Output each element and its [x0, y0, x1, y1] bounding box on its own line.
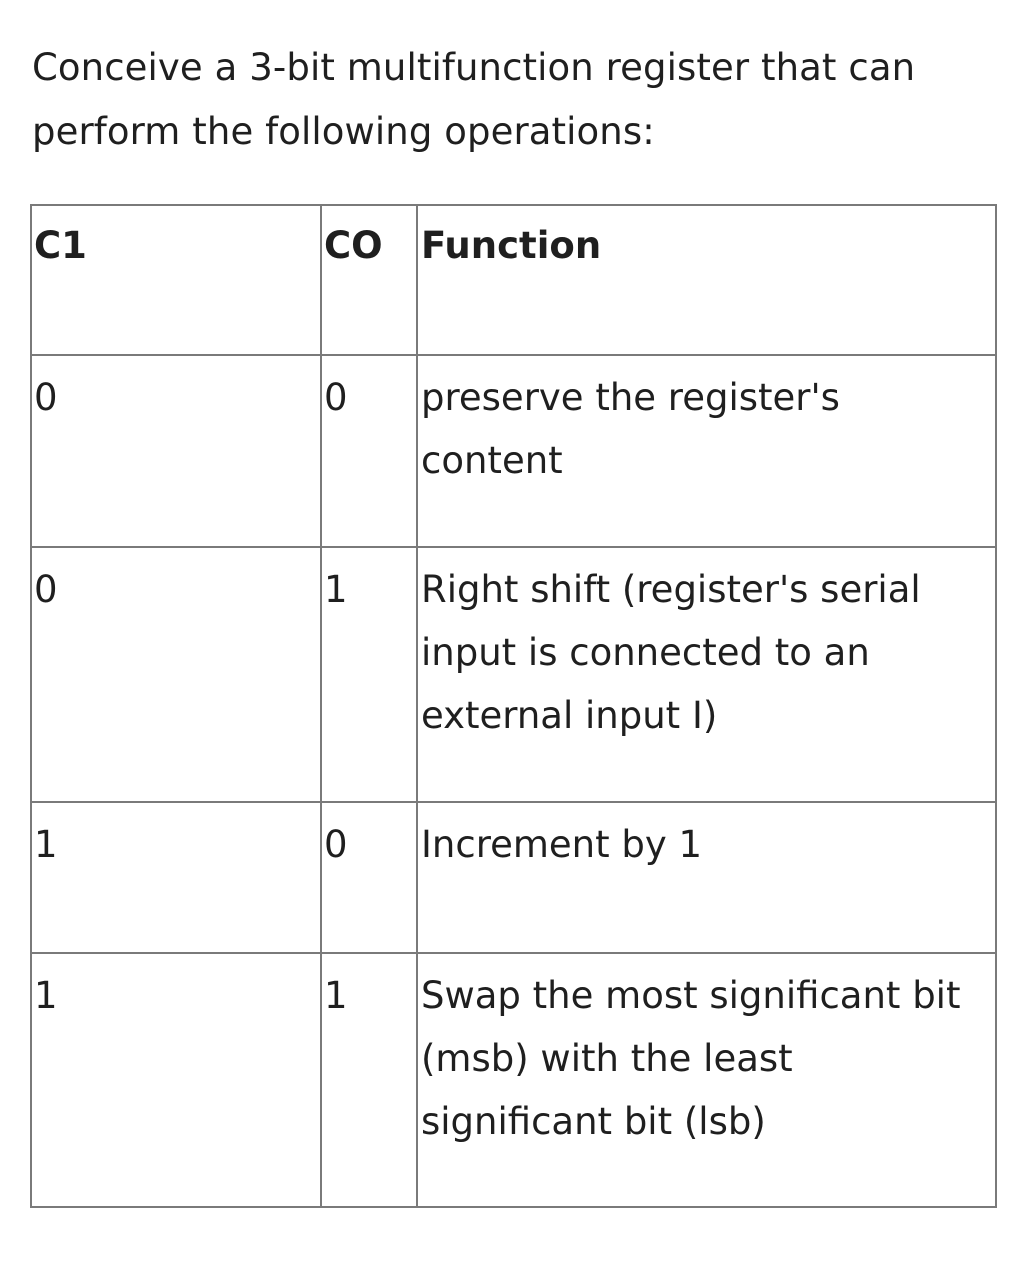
table-header-row — [31, 205, 996, 355]
cell-c1: 1 — [31, 953, 321, 1207]
operations-table — [30, 204, 997, 1208]
cell-function: Swap the most significant bit (msb) with the least significant bit (lsb) — [417, 953, 996, 1207]
question-text: Conceive a 3-bit multifunction register that can perform the following operations: — [32, 46, 916, 153]
cell-c0: 0 — [321, 802, 417, 953]
cell-function: preserve the register's content — [417, 355, 996, 547]
cell-c1: 0 — [31, 355, 321, 547]
table-row — [31, 547, 996, 802]
header-c0: CO — [321, 205, 417, 355]
cell-c1: 1 — [31, 802, 321, 953]
cell-c0: 0 — [321, 355, 417, 547]
cell-function: Increment by 1 — [417, 802, 996, 953]
table-row — [31, 953, 996, 1207]
cell-c1: 0 — [31, 547, 321, 802]
cell-function: Right shift (register's serial input is connected to an external input I) — [417, 547, 996, 802]
header-function: Function — [417, 205, 996, 355]
table-row — [31, 802, 996, 953]
cell-c0: 1 — [321, 953, 417, 1207]
header-c1: C1 — [31, 205, 321, 355]
table-row — [31, 355, 996, 547]
cell-c0: 1 — [321, 547, 417, 802]
